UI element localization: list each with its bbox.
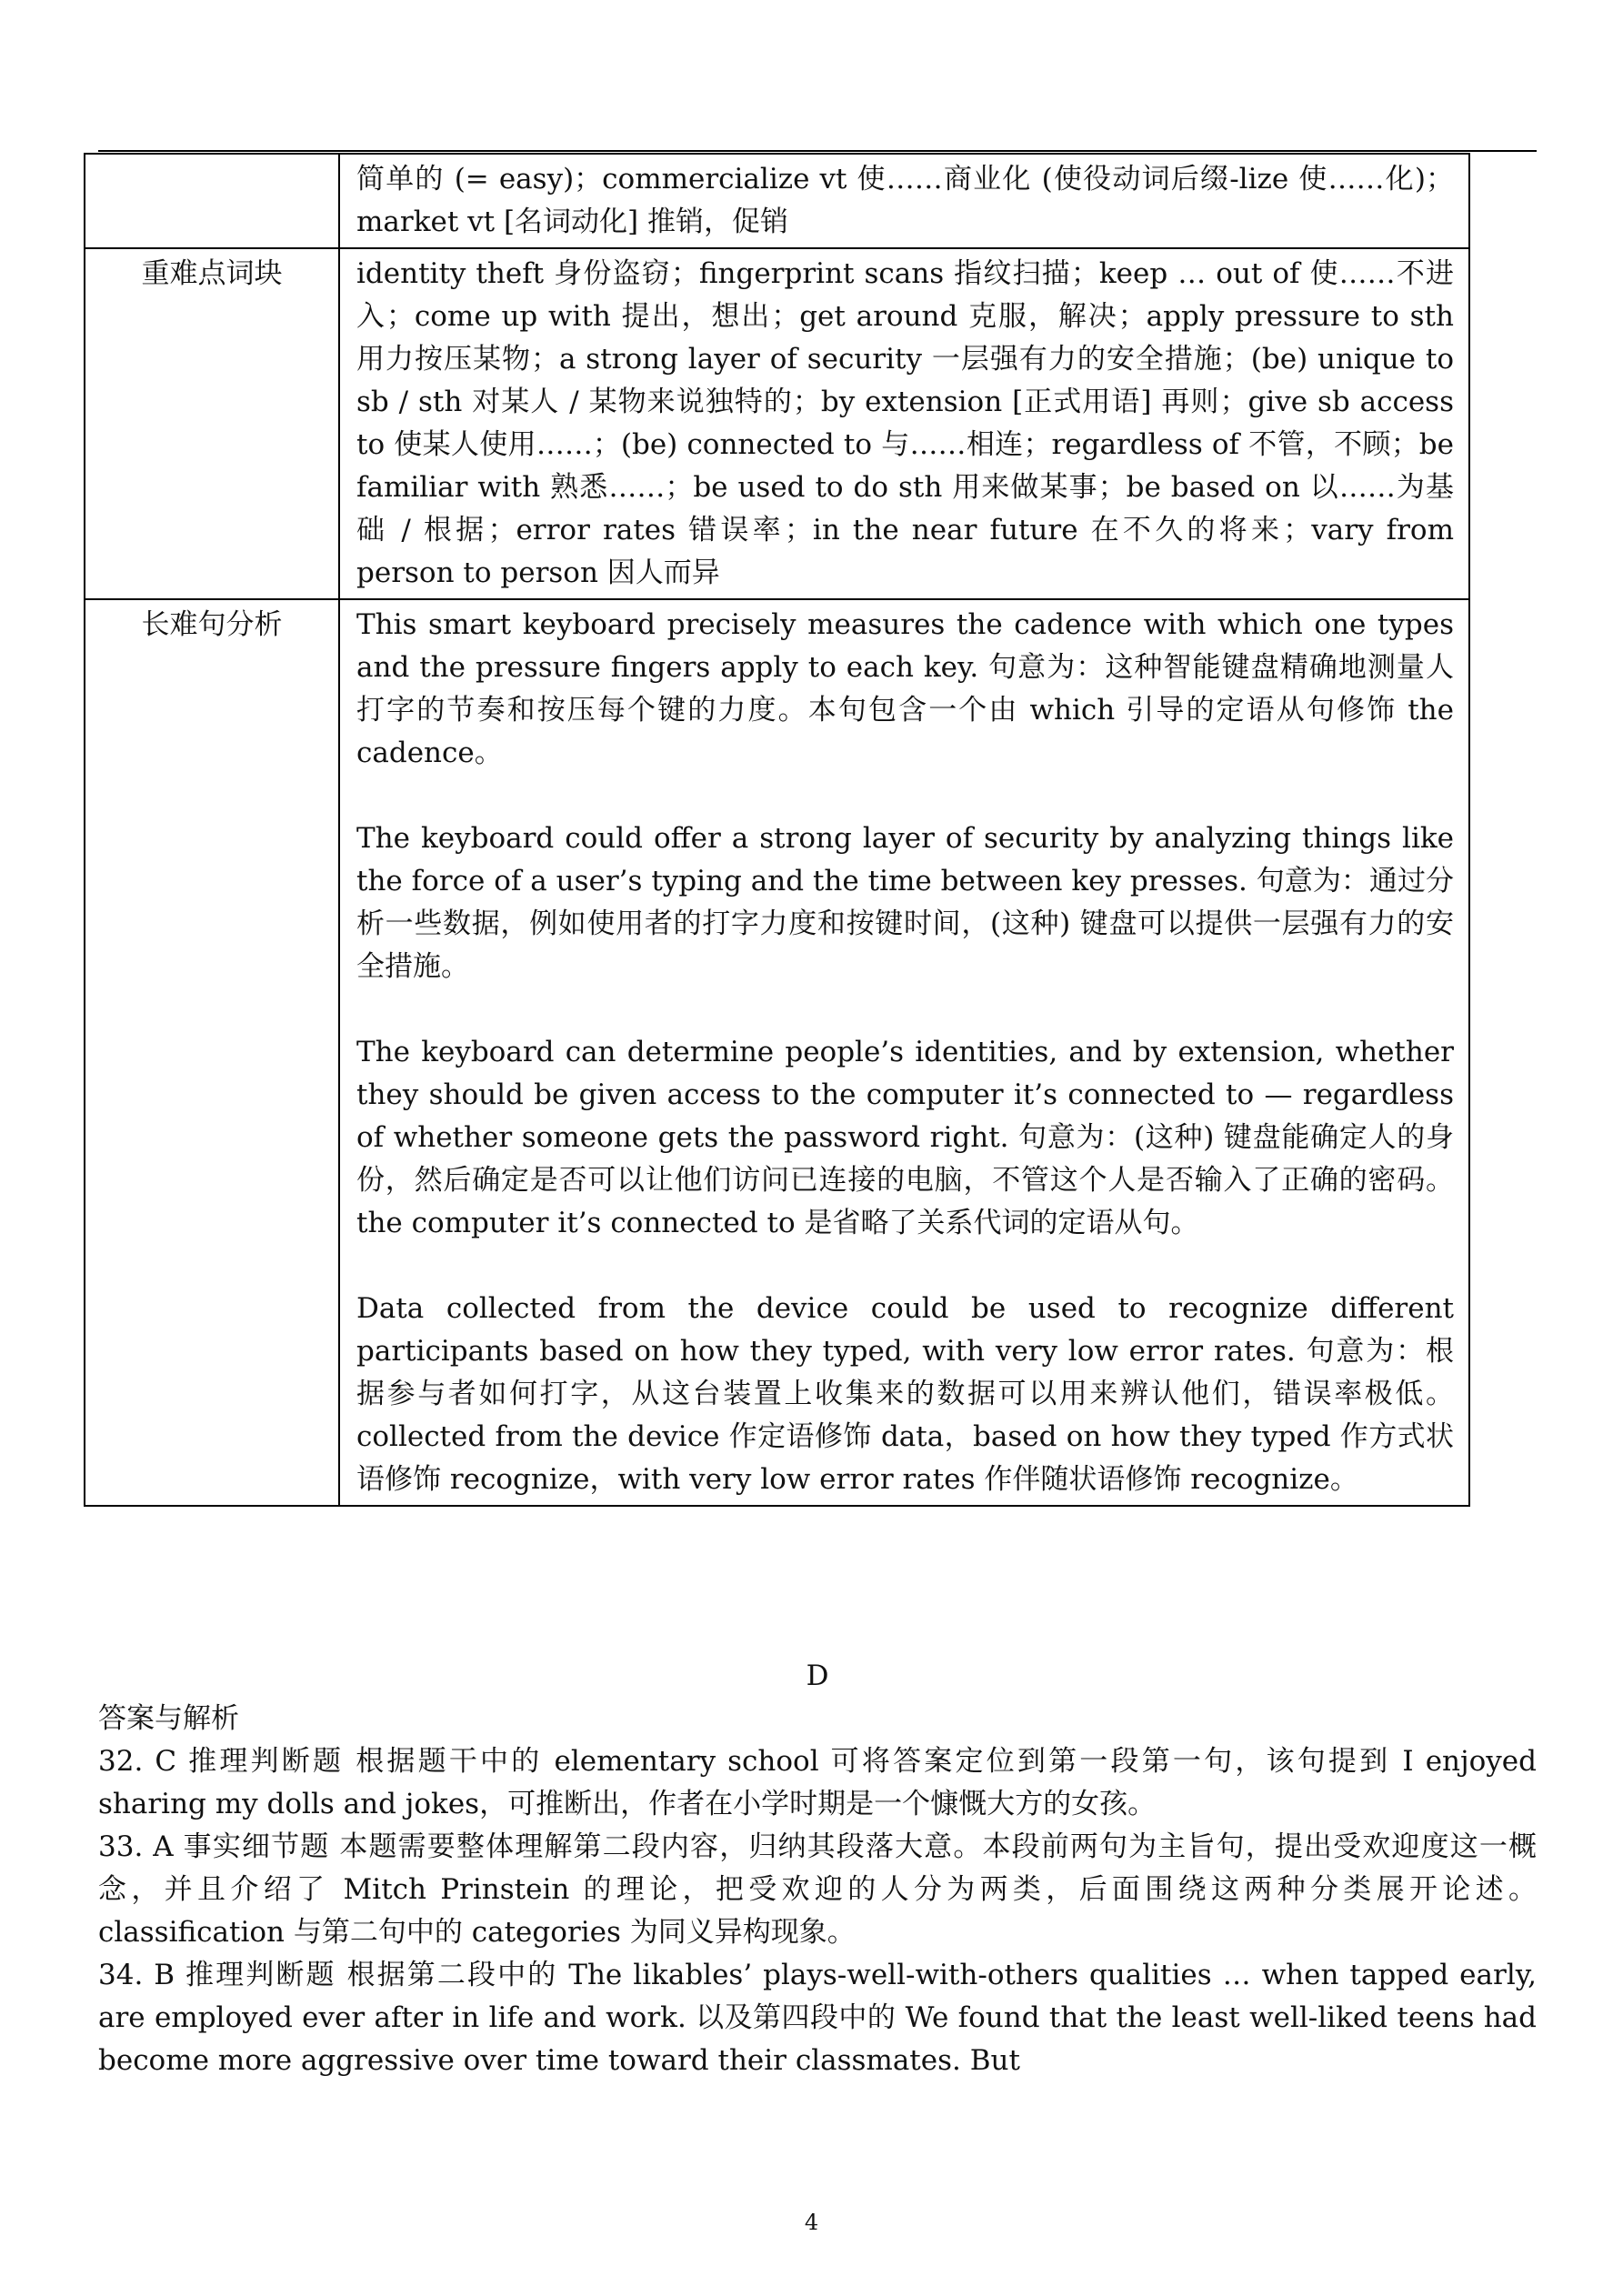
content-paragraph: The keyboard can determine people’s identities, and by extension, whether they should be given access to the computer it’s connected to — regardless of whether someone gets the password right. 句意为：(这种) 键盘能确定人的身份，然后确定是否可以让他们访问已连接的电脑，不管这个人是否输入了正确的密码。the computer it’s connected to 是省略了关系代词的定语从句。 [356,1036,1454,1239]
content-paragraph: identity theft 身份盗窃；fingerprint scans 指纹扫描；keep … out of 使……不进入；come up with 提出，想出；get around 克服，解决；apply pressure to sth 用力按压某物；a strong layer of security 一层强有力的安全措施；(be) unique to sb / sth 对某人 / 某物来说独特的；by extension [正式用语] 再则；give sb access to 使某人使用……；(be) connected to 与……相连；regardless of 不管，不顾；be familiar with 熟悉……；be used to do sth 用来做某事；be based on 以……为基础 / 根据；error rates 错误率；in the near future 在不久的将来；vary from person to person 因人而异 [356,257,1454,589]
table-row [85,248,1469,599]
page-number: 4 [804,2210,819,2235]
row-content [339,599,1469,1506]
content-paragraph: The keyboard could offer a strong layer of security by analyzing things like the force of a user’s typing and the time between key presses. 句意为：通过分析一些数据，例如使用者的打字力度和按键时间，(这种) 键盘可以提供一层强有力的安全措施。 [356,822,1454,983]
answer-item: 32. C 推理判断题 根据题干中的 elementary school 可将答案定位到第一段第一句，该句提到 I enjoyed sharing my dolls and jokes，可推断出，作者在小学时期是一个慷慨大方的女孩。 [98,1745,1537,1820]
answer-item: 34. B 推理判断题 根据第二段中的 The likables’ plays-well-with-others qualities … when tapped early, are employed ever after in life and work. 以及第四段中的 We found that the least well-liked teens had become more aggressive over time toward their classmates. But [98,1959,1537,2077]
row-content [339,248,1469,599]
table-row [85,154,1469,248]
answer-item: 33. A 事实细节题 本题需要整体理解第二段内容，归纳其段落大意。本段前两句为主旨句，提出受欢迎度这一概念，并且介绍了 Mitch Prinstein 的理论，把受欢迎的人分为两类，后面围绕这两种分类展开论述。classification 与第二句中的 categories 为同义异构现象。 [98,1830,1537,1949]
answer-section [98,1655,1537,2082]
table-row [85,599,1469,1506]
row-label: 长难句分析 [85,599,339,1506]
vocabulary-table [84,153,1470,1507]
row-label: 重难点词块 [85,248,339,599]
content-paragraph: Data collected from the device could be used to recognize different participants based on how they typed, with very low error rates. 句意为：根据参与者如何打字，从这台装置上收集来的数据可以用来辨认他们，错误率极低。collected from the device 作定语修饰 data，based on how they typed 作方式状语修饰 recognize，with very low error rates 作伴随状语修饰 recognize。 [356,1292,1454,1496]
top-rule [98,150,1537,152]
row-label [85,154,339,248]
row-content [339,154,1469,248]
section-letter: D [806,1659,829,1692]
content-paragraph: 简单的 (= easy)；commercialize vt 使……商业化 (使役动词后缀-lize 使……化)；market vt [名词动化] 推销，促销 [356,163,1454,238]
content-paragraph: This smart keyboard precisely measures the cadence with which one types and the pressure fingers apply to each key. 句意为：这种智能键盘精确地测量人打字的节奏和按压每个键的力度。本句包含一个由 which 引导的定语从句修饰 the cadence。 [356,608,1454,769]
section-heading: 答案与解析 [98,1702,239,1735]
